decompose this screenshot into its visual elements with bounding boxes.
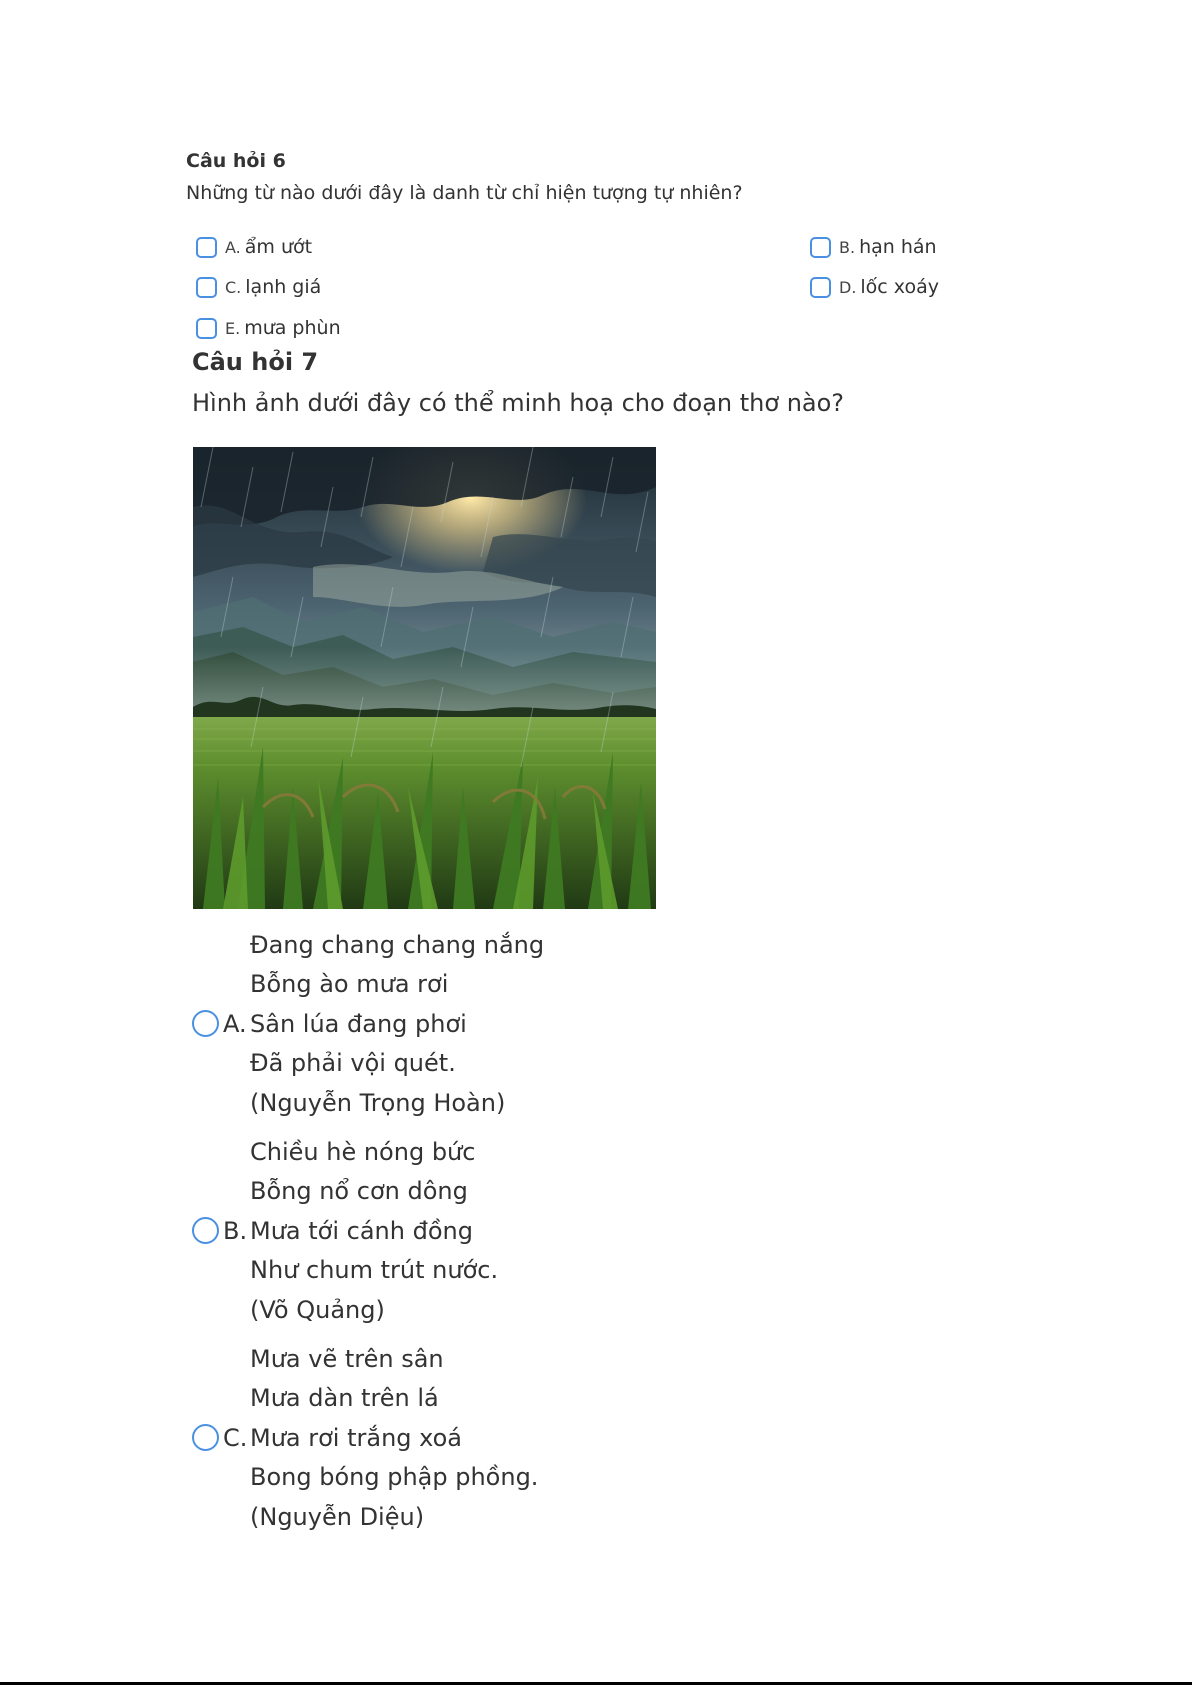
question-6 [186,150,1006,339]
q6-option-e[interactable] [196,315,341,341]
question-6-text: Những từ nào dưới đây là danh từ chỉ hiện tượng tự nhiên? [186,182,743,204]
option-text: ẩm ướt [244,236,313,258]
checkbox[interactable] [196,237,217,258]
q6-option-b[interactable] [810,234,937,260]
option-text: lạnh giá [245,276,322,298]
poem-line: Bỗng ào mưa rơi [250,970,449,998]
option-letter: E. [225,318,241,338]
option-text: hạn hán [859,236,937,258]
checkbox[interactable] [196,277,217,298]
radio-button[interactable] [192,1010,219,1037]
poem-line: Đang chang chang nắng [250,931,545,959]
option-text: lốc xoáy [860,276,939,298]
question-7-title: Câu hỏi 7 [192,348,319,376]
q6-option-d[interactable] [810,274,939,300]
q6-option-c[interactable] [196,274,321,300]
poem-line: Bỗng nổ cơn dông [250,1177,468,1205]
poem-author: (Nguyễn Diệu) [250,1503,425,1531]
poem-line: Sân lúa đang phơi [250,1010,467,1038]
poem-author: (Võ Quảng) [250,1296,385,1324]
option-letter: A. [223,1010,247,1038]
poem-line: Mưa tới cánh đồng [250,1217,473,1245]
option-text: mưa phùn [244,317,341,339]
poem-line: Như chum trút nước. [250,1256,499,1284]
question-7-text: Hình ảnh dưới đây có thể minh hoạ cho đoạn thơ nào? [192,389,845,417]
poem-line: Bong bóng phập phồng. [250,1463,539,1491]
radio-button[interactable] [192,1217,219,1244]
option-letter: A. [225,237,241,257]
poem-line: Đã phải vội quét. [250,1049,456,1077]
checkbox[interactable] [196,318,217,339]
poem-line: Chiều hè nóng bức [250,1138,476,1166]
option-letter: D. [839,277,857,297]
q6-option-a[interactable] [196,234,312,260]
poem-author: (Nguyễn Trọng Hoàn) [250,1089,506,1117]
option-letter: B. [839,237,856,257]
poem-line: Mưa dàn trên lá [250,1384,439,1412]
question-7 [192,348,1012,418]
question-6-title: Câu hỏi 6 [186,150,286,172]
poem-line: Mưa rơi trắng xoá [250,1424,463,1452]
rice-field-rain-illustration [193,447,656,909]
checkbox[interactable] [810,277,831,298]
option-letter: B. [223,1217,248,1245]
radio-button[interactable] [192,1424,219,1451]
option-letter: C. [225,277,242,297]
option-letter: C. [223,1424,248,1452]
poem-line: Mưa vẽ trên sân [250,1345,444,1373]
checkbox[interactable] [810,237,831,258]
